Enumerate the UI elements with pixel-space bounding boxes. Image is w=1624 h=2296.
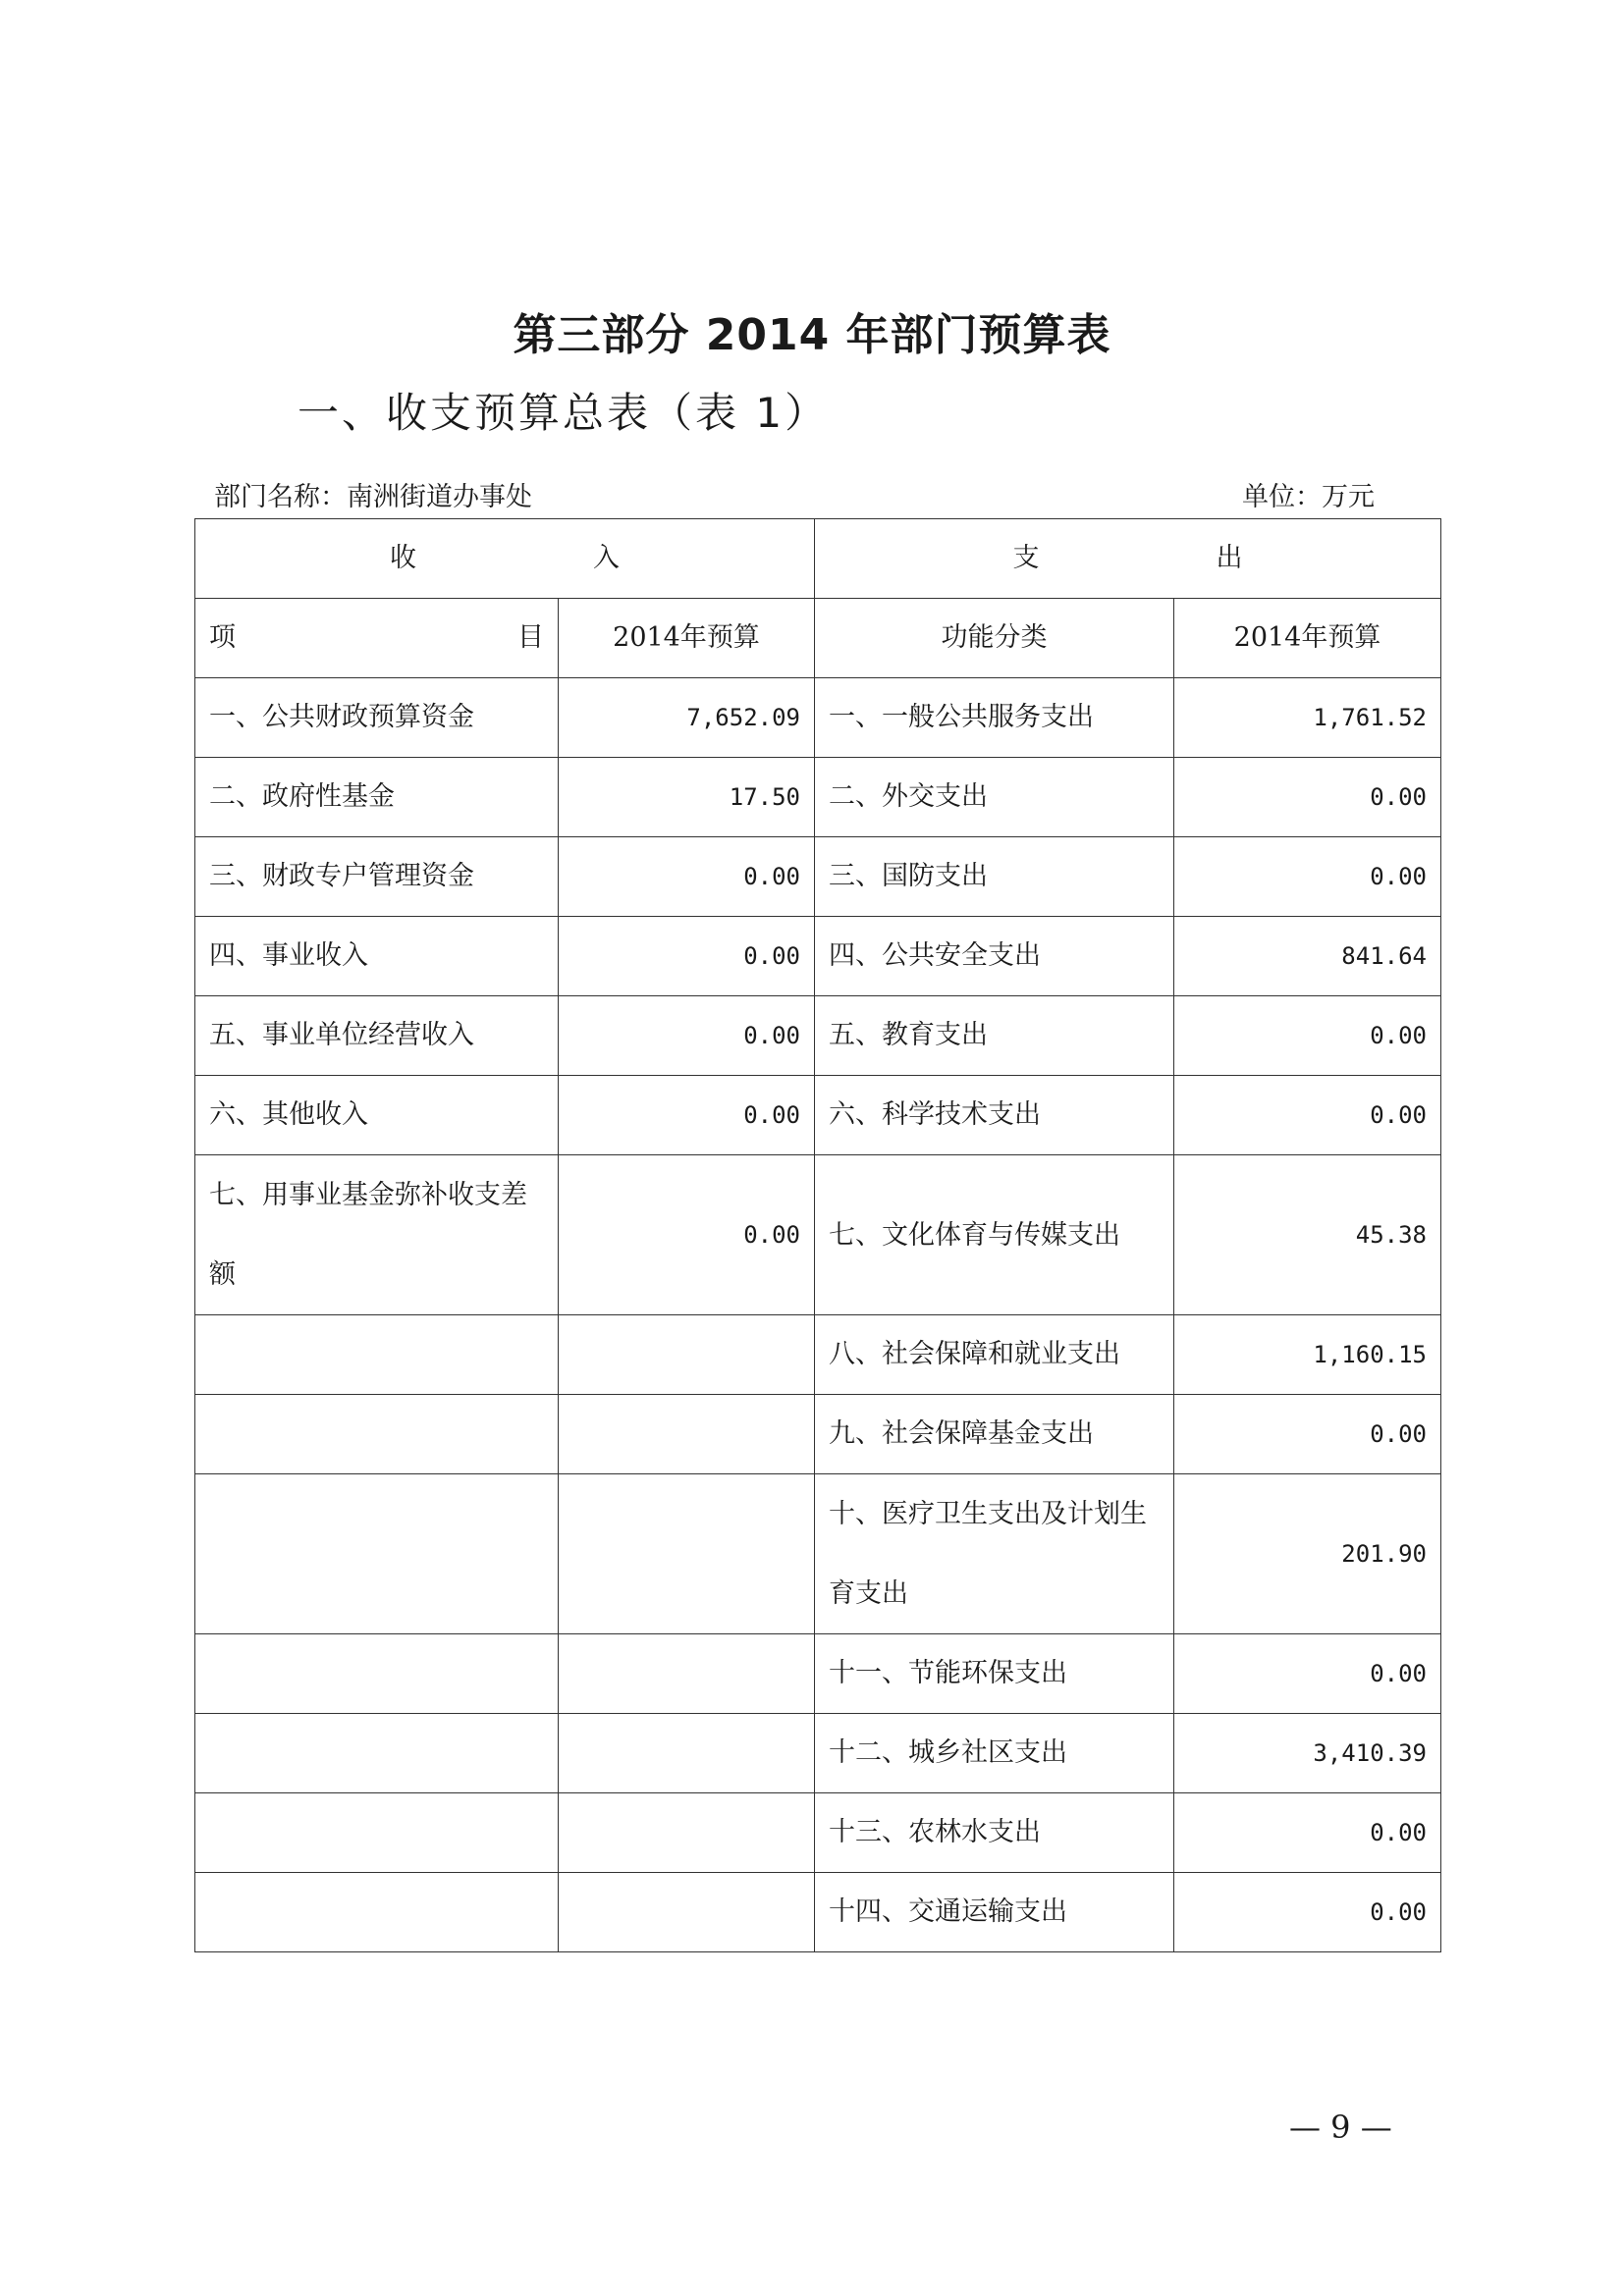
- income-value-cell: 0.00: [559, 837, 815, 917]
- income-item-cell: 五、事业单位经营收入: [195, 996, 559, 1076]
- expense-value-cell: 841.64: [1174, 917, 1441, 996]
- income-item-cell: 一、公共财政预算资金: [195, 678, 559, 758]
- table-body: [195, 678, 1441, 1952]
- expense-value-cell: 0.00: [1174, 996, 1441, 1076]
- expense-item-cell: 五、教育支出: [815, 996, 1174, 1076]
- income-item-cell: 二、政府性基金: [195, 758, 559, 837]
- table-row: [195, 837, 1441, 917]
- expense-item-cell: 十一、节能环保支出: [815, 1634, 1174, 1714]
- table-row: [195, 1474, 1441, 1634]
- page-number: — 9 —: [1289, 2109, 1392, 2146]
- expense-value-cell: 1,160.15: [1174, 1315, 1441, 1395]
- table-row: [195, 758, 1441, 837]
- expense-value-cell: 201.90: [1174, 1474, 1441, 1634]
- table-row: [195, 917, 1441, 996]
- income-value-cell: 0.00: [559, 1076, 815, 1155]
- income-value-cell: [559, 1873, 815, 1952]
- income-group-header: 收 入: [195, 519, 815, 599]
- table-row: [195, 1714, 1441, 1793]
- table-row: [195, 678, 1441, 758]
- income-item-cell: 三、财政专户管理资金: [195, 837, 559, 917]
- income-value-cell: [559, 1395, 815, 1474]
- income-item-cell: [195, 1793, 559, 1873]
- income-value-cell: 0.00: [559, 996, 815, 1076]
- table-row: [195, 1793, 1441, 1873]
- expense-item-cell: 四、公共安全支出: [815, 917, 1174, 996]
- expense-value-cell: 0.00: [1174, 1793, 1441, 1873]
- section-title: 一、收支预算总表（表 1）: [298, 389, 830, 437]
- budget-summary-table: [194, 518, 1441, 1952]
- income-item-cell: [195, 1474, 559, 1634]
- income-value-cell: [559, 1315, 815, 1395]
- column-header-budget-expense: 2014年预算: [1174, 599, 1441, 678]
- income-item-cell: [195, 1315, 559, 1395]
- expense-group-header: 支 出: [815, 519, 1441, 599]
- column-header-item: 项 目: [195, 599, 559, 678]
- expense-value-cell: 0.00: [1174, 1395, 1441, 1474]
- table-group-header: [195, 519, 1441, 599]
- income-value-cell: [559, 1474, 815, 1634]
- part-title: 第三部分 2014 年部门预算表: [513, 310, 1111, 360]
- expense-value-cell: 0.00: [1174, 837, 1441, 917]
- expense-value-cell: 0.00: [1174, 1873, 1441, 1952]
- expense-item-cell: 十、医疗卫生支出及计划生育支出: [815, 1474, 1174, 1634]
- income-value-cell: 17.50: [559, 758, 815, 837]
- expense-item-cell: 一、一般公共服务支出: [815, 678, 1174, 758]
- expense-item-cell: 十二、城乡社区支出: [815, 1714, 1174, 1793]
- income-item-cell: 四、事业收入: [195, 917, 559, 996]
- department-name: 部门名称：南洲街道办事处: [214, 482, 532, 512]
- income-value-cell: [559, 1793, 815, 1873]
- income-item-cell: [195, 1714, 559, 1793]
- income-item-cell: 七、用事业基金弥补收支差额: [195, 1155, 559, 1315]
- table-row: [195, 1076, 1441, 1155]
- income-item-cell: [195, 1634, 559, 1714]
- expense-value-cell: 0.00: [1174, 1076, 1441, 1155]
- expense-item-cell: 七、文化体育与传媒支出: [815, 1155, 1174, 1315]
- table-column-header: [195, 599, 1441, 678]
- table-row: [195, 996, 1441, 1076]
- expense-value-cell: 3,410.39: [1174, 1714, 1441, 1793]
- income-value-cell: [559, 1714, 815, 1793]
- unit-label: 单位：万元: [1242, 482, 1375, 512]
- expense-value-cell: 45.38: [1174, 1155, 1441, 1315]
- expense-value-cell: 1,761.52: [1174, 678, 1441, 758]
- income-item-cell: [195, 1395, 559, 1474]
- column-header-function: 功能分类: [815, 599, 1174, 678]
- expense-item-cell: 十四、交通运输支出: [815, 1873, 1174, 1952]
- expense-value-cell: 0.00: [1174, 1634, 1441, 1714]
- table-row: [195, 1315, 1441, 1395]
- expense-value-cell: 0.00: [1174, 758, 1441, 837]
- expense-item-cell: 六、科学技术支出: [815, 1076, 1174, 1155]
- expense-item-cell: 八、社会保障和就业支出: [815, 1315, 1174, 1395]
- expense-item-cell: 二、外交支出: [815, 758, 1174, 837]
- expense-item-cell: 九、社会保障基金支出: [815, 1395, 1174, 1474]
- table-row: [195, 1634, 1441, 1714]
- income-value-cell: 0.00: [559, 1155, 815, 1315]
- income-item-cell: [195, 1873, 559, 1952]
- expense-item-cell: 十三、农林水支出: [815, 1793, 1174, 1873]
- income-value-cell: [559, 1634, 815, 1714]
- table-row: [195, 1873, 1441, 1952]
- table-row: [195, 1395, 1441, 1474]
- income-value-cell: 7,652.09: [559, 678, 815, 758]
- income-item-cell: 六、其他收入: [195, 1076, 559, 1155]
- column-header-budget: 2014年预算: [559, 599, 815, 678]
- table-row: [195, 1155, 1441, 1315]
- expense-item-cell: 三、国防支出: [815, 837, 1174, 917]
- income-value-cell: 0.00: [559, 917, 815, 996]
